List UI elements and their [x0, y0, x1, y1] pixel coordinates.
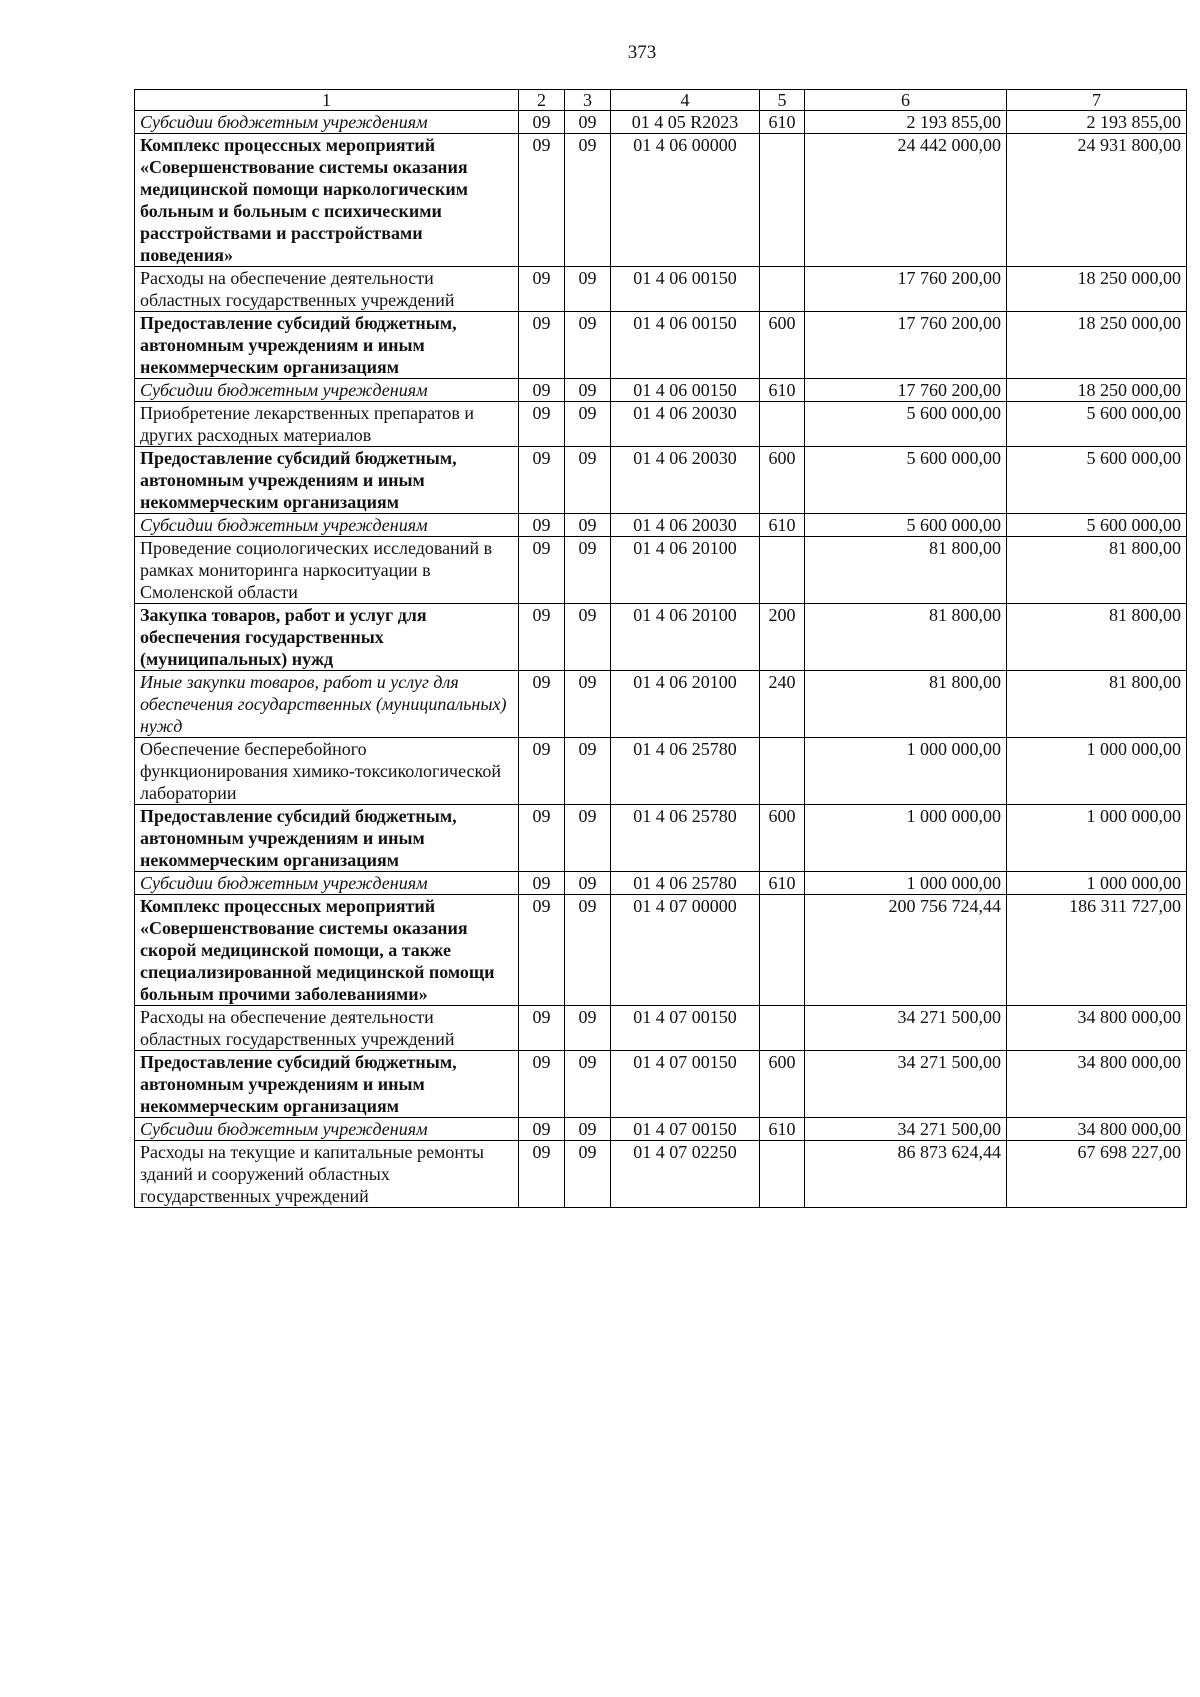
subsection-code-cell: 09 [565, 738, 611, 805]
amount-year1-cell: 81 800,00 [805, 671, 1007, 738]
expense-type-cell: 240 [760, 671, 805, 738]
expense-type-cell [760, 738, 805, 805]
item-name-cell: Расходы на обеспечение деятельности областных государственных учреждений [135, 1006, 519, 1051]
amount-year2-cell: 1 000 000,00 [1007, 872, 1187, 895]
expense-type-cell [760, 537, 805, 604]
amount-year2-cell: 5 600 000,00 [1007, 402, 1187, 447]
subsection-code-cell: 09 [565, 1118, 611, 1141]
target-article-cell: 01 4 06 25780 [611, 872, 760, 895]
amount-year2-cell: 5 600 000,00 [1007, 514, 1187, 537]
subsection-code-cell: 09 [565, 537, 611, 604]
subsection-code-cell: 09 [565, 895, 611, 1006]
target-article-cell: 01 4 07 00000 [611, 895, 760, 1006]
section-code-cell: 09 [519, 312, 565, 379]
section-code-cell: 09 [519, 895, 565, 1006]
expense-type-cell: 610 [760, 872, 805, 895]
expense-type-cell: 600 [760, 805, 805, 872]
amount-year1-cell: 1 000 000,00 [805, 872, 1007, 895]
subsection-code-cell: 09 [565, 111, 611, 134]
target-article-cell: 01 4 05 R2023 [611, 111, 760, 134]
section-code-cell: 09 [519, 671, 565, 738]
subsection-code-cell: 09 [565, 604, 611, 671]
section-code-cell: 09 [519, 872, 565, 895]
table-row [135, 134, 1187, 267]
item-name-cell: Комплекс процессных мероприятий «Совершенствование системы оказания медицинской помощи наркологическим больным и больным с психическими расстройствами и расстройствами поведения» [135, 134, 519, 267]
item-name-cell: Иные закупки товаров, работ и услуг для обеспечения государственных (муниципальных) нужд [135, 671, 519, 738]
table-row [135, 514, 1187, 537]
table-row [135, 1006, 1187, 1051]
item-name-cell: Проведение социологических исследований в рамках мониторинга наркоситуации в Смоленской области [135, 537, 519, 604]
subsection-code-cell: 09 [565, 1006, 611, 1051]
table-body [135, 111, 1187, 1208]
amount-year2-cell: 18 250 000,00 [1007, 379, 1187, 402]
column-header: 6 [805, 90, 1007, 111]
item-name-cell: Предоставление субсидий бюджетным, автономным учреждениям и иным некоммерческим организациям [135, 1051, 519, 1118]
target-article-cell: 01 4 06 20030 [611, 514, 760, 537]
table-row [135, 671, 1187, 738]
amount-year1-cell: 34 271 500,00 [805, 1118, 1007, 1141]
table-row [135, 1051, 1187, 1118]
expense-type-cell: 610 [760, 514, 805, 537]
column-header: 1 [135, 90, 519, 111]
amount-year1-cell: 81 800,00 [805, 604, 1007, 671]
amount-year1-cell: 34 271 500,00 [805, 1051, 1007, 1118]
item-name-cell: Субсидии бюджетным учреждениям [135, 1118, 519, 1141]
section-code-cell: 09 [519, 379, 565, 402]
subsection-code-cell: 09 [565, 134, 611, 267]
subsection-code-cell: 09 [565, 1141, 611, 1208]
target-article-cell: 01 4 06 20030 [611, 447, 760, 514]
table-row [135, 379, 1187, 402]
section-code-cell: 09 [519, 447, 565, 514]
subsection-code-cell: 09 [565, 1051, 611, 1118]
expense-type-cell: 610 [760, 111, 805, 134]
amount-year2-cell: 24 931 800,00 [1007, 134, 1187, 267]
column-header: 3 [565, 90, 611, 111]
subsection-code-cell: 09 [565, 379, 611, 402]
section-code-cell: 09 [519, 402, 565, 447]
subsection-code-cell: 09 [565, 267, 611, 312]
subsection-code-cell: 09 [565, 514, 611, 537]
section-code-cell: 09 [519, 1141, 565, 1208]
amount-year2-cell: 81 800,00 [1007, 537, 1187, 604]
amount-year1-cell: 5 600 000,00 [805, 402, 1007, 447]
section-code-cell: 09 [519, 738, 565, 805]
expense-type-cell: 600 [760, 1051, 805, 1118]
expense-type-cell [760, 134, 805, 267]
table-row [135, 1141, 1187, 1208]
item-name-cell: Обеспечение бесперебойного функционирования химико-токсикологической лаборатории [135, 738, 519, 805]
amount-year2-cell: 186 311 727,00 [1007, 895, 1187, 1006]
section-code-cell: 09 [519, 514, 565, 537]
target-article-cell: 01 4 06 25780 [611, 805, 760, 872]
target-article-cell: 01 4 06 20100 [611, 537, 760, 604]
amount-year2-cell: 67 698 227,00 [1007, 1141, 1187, 1208]
expense-type-cell [760, 1006, 805, 1051]
column-header: 2 [519, 90, 565, 111]
expense-type-cell: 600 [760, 312, 805, 379]
item-name-cell: Расходы на текущие и капитальные ремонты зданий и сооружений областных государственных учреждений [135, 1141, 519, 1208]
section-code-cell: 09 [519, 1006, 565, 1051]
expense-type-cell: 200 [760, 604, 805, 671]
target-article-cell: 01 4 06 20030 [611, 402, 760, 447]
section-code-cell: 09 [519, 537, 565, 604]
subsection-code-cell: 09 [565, 402, 611, 447]
target-article-cell: 01 4 06 25780 [611, 738, 760, 805]
amount-year2-cell: 81 800,00 [1007, 671, 1187, 738]
table-row [135, 872, 1187, 895]
expense-type-cell: 610 [760, 1118, 805, 1141]
target-article-cell: 01 4 07 00150 [611, 1051, 760, 1118]
subsection-code-cell: 09 [565, 447, 611, 514]
target-article-cell: 01 4 07 00150 [611, 1118, 760, 1141]
section-code-cell: 09 [519, 604, 565, 671]
table-row [135, 447, 1187, 514]
amount-year1-cell: 81 800,00 [805, 537, 1007, 604]
table-row [135, 312, 1187, 379]
section-code-cell: 09 [519, 1118, 565, 1141]
column-header: 4 [611, 90, 760, 111]
item-name-cell: Субсидии бюджетным учреждениям [135, 111, 519, 134]
table-header-row [135, 90, 1187, 111]
table-row [135, 805, 1187, 872]
section-code-cell: 09 [519, 111, 565, 134]
subsection-code-cell: 09 [565, 671, 611, 738]
table-row [135, 111, 1187, 134]
expense-type-cell [760, 895, 805, 1006]
amount-year2-cell: 1 000 000,00 [1007, 805, 1187, 872]
item-name-cell: Предоставление субсидий бюджетным, автономным учреждениям и иным некоммерческим организациям [135, 447, 519, 514]
amount-year2-cell: 34 800 000,00 [1007, 1051, 1187, 1118]
subsection-code-cell: 09 [565, 805, 611, 872]
column-header: 7 [1007, 90, 1187, 111]
amount-year1-cell: 86 873 624,44 [805, 1141, 1007, 1208]
amount-year2-cell: 81 800,00 [1007, 604, 1187, 671]
amount-year1-cell: 5 600 000,00 [805, 514, 1007, 537]
budget-table [134, 89, 1187, 1208]
table-row [135, 1118, 1187, 1141]
amount-year2-cell: 2 193 855,00 [1007, 111, 1187, 134]
subsection-code-cell: 09 [565, 872, 611, 895]
amount-year2-cell: 5 600 000,00 [1007, 447, 1187, 514]
amount-year2-cell: 34 800 000,00 [1007, 1118, 1187, 1141]
table-row [135, 738, 1187, 805]
amount-year1-cell: 1 000 000,00 [805, 738, 1007, 805]
amount-year1-cell: 5 600 000,00 [805, 447, 1007, 514]
item-name-cell: Комплекс процессных мероприятий «Совершенствование системы оказания скорой медицинской помощи, а также специализированной медицинской помощи больным прочими заболеваниями» [135, 895, 519, 1006]
table-row [135, 895, 1187, 1006]
table-row [135, 267, 1187, 312]
item-name-cell: Субсидии бюджетным учреждениям [135, 872, 519, 895]
item-name-cell: Предоставление субсидий бюджетным, автономным учреждениям и иным некоммерческим организациям [135, 805, 519, 872]
amount-year1-cell: 17 760 200,00 [805, 379, 1007, 402]
expense-type-cell [760, 267, 805, 312]
target-article-cell: 01 4 07 00150 [611, 1006, 760, 1051]
column-header: 5 [760, 90, 805, 111]
target-article-cell: 01 4 06 00150 [611, 267, 760, 312]
table-row [135, 604, 1187, 671]
page-number: 373 [627, 42, 657, 63]
item-name-cell: Закупка товаров, работ и услуг для обеспечения государственных (муниципальных) нужд [135, 604, 519, 671]
amount-year2-cell: 18 250 000,00 [1007, 312, 1187, 379]
item-name-cell: Субсидии бюджетным учреждениям [135, 514, 519, 537]
amount-year1-cell: 17 760 200,00 [805, 312, 1007, 379]
item-name-cell: Субсидии бюджетным учреждениям [135, 379, 519, 402]
section-code-cell: 09 [519, 134, 565, 267]
target-article-cell: 01 4 06 00150 [611, 379, 760, 402]
expense-type-cell [760, 1141, 805, 1208]
item-name-cell: Предоставление субсидий бюджетным, автономным учреждениям и иным некоммерческим организациям [135, 312, 519, 379]
amount-year1-cell: 1 000 000,00 [805, 805, 1007, 872]
amount-year1-cell: 200 756 724,44 [805, 895, 1007, 1006]
amount-year2-cell: 34 800 000,00 [1007, 1006, 1187, 1051]
table-row [135, 537, 1187, 604]
amount-year2-cell: 1 000 000,00 [1007, 738, 1187, 805]
target-article-cell: 01 4 06 00150 [611, 312, 760, 379]
amount-year1-cell: 34 271 500,00 [805, 1006, 1007, 1051]
subsection-code-cell: 09 [565, 312, 611, 379]
expense-type-cell [760, 402, 805, 447]
item-name-cell: Расходы на обеспечение деятельности областных государственных учреждений [135, 267, 519, 312]
amount-year1-cell: 2 193 855,00 [805, 111, 1007, 134]
section-code-cell: 09 [519, 805, 565, 872]
target-article-cell: 01 4 07 02250 [611, 1141, 760, 1208]
section-code-cell: 09 [519, 267, 565, 312]
amount-year2-cell: 18 250 000,00 [1007, 267, 1187, 312]
expense-type-cell: 610 [760, 379, 805, 402]
target-article-cell: 01 4 06 20100 [611, 604, 760, 671]
target-article-cell: 01 4 06 20100 [611, 671, 760, 738]
table-row [135, 402, 1187, 447]
item-name-cell: Приобретение лекарственных препаратов и других расходных материалов [135, 402, 519, 447]
amount-year1-cell: 24 442 000,00 [805, 134, 1007, 267]
section-code-cell: 09 [519, 1051, 565, 1118]
expense-type-cell: 600 [760, 447, 805, 514]
target-article-cell: 01 4 06 00000 [611, 134, 760, 267]
amount-year1-cell: 17 760 200,00 [805, 267, 1007, 312]
